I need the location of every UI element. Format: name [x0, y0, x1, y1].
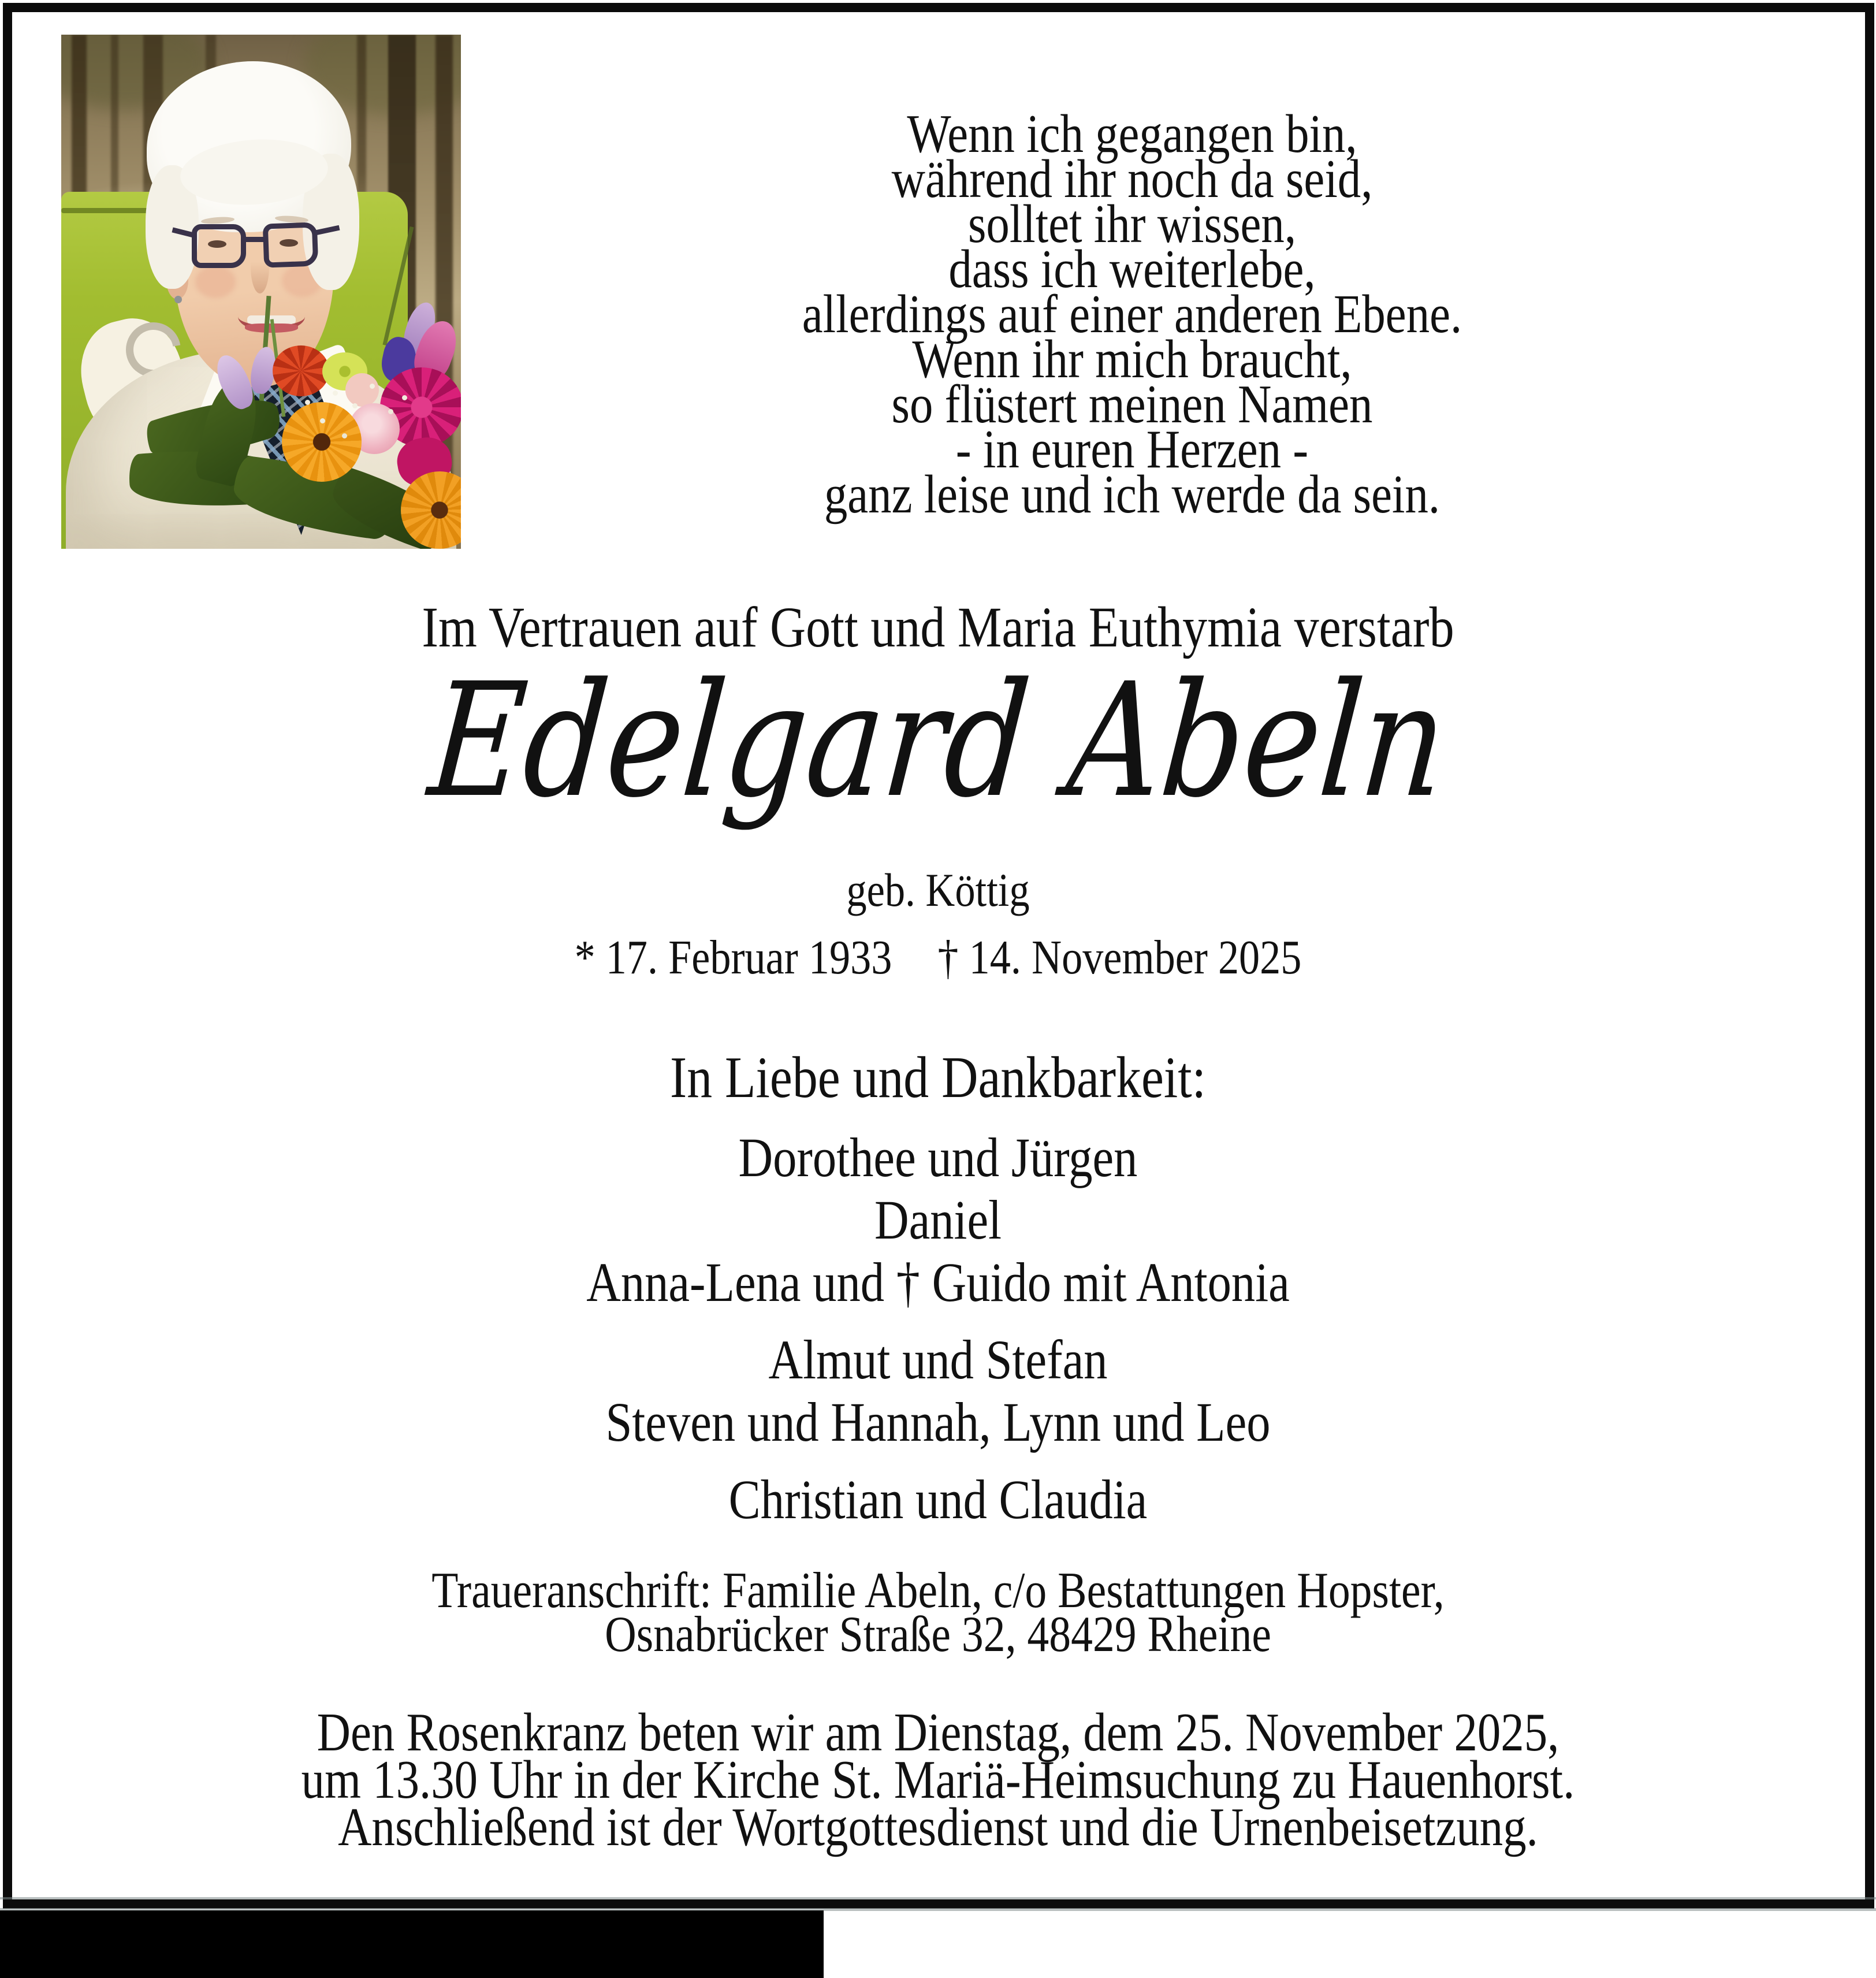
- service-line: Anschließend ist der Wortgottesdienst und die Urnenbeisetzung.: [338, 1797, 1538, 1857]
- mourner-line: Dorothee und Jürgen: [738, 1126, 1138, 1188]
- mourning-address: [12, 1563, 1864, 1663]
- eye: [208, 240, 226, 248]
- service-line: Den Rosenkranz beten wir am Dienstag, dem 25. November 2025,: [317, 1702, 1559, 1763]
- babys-breath-dots: [333, 391, 338, 396]
- birth-date: * 17. Februar 1933: [574, 931, 892, 984]
- poem-line: ganz leise und ich werde da sein.: [824, 464, 1440, 525]
- mourner-line: Christian und Claudia: [728, 1468, 1148, 1530]
- deceased-name: Edelgard Abeln: [423, 650, 1453, 832]
- nose: [251, 240, 269, 293]
- poem-line: - in euren Herzen -: [955, 419, 1309, 479]
- poem-line: so flüstert meinen Namen: [891, 374, 1373, 434]
- eye: [280, 239, 298, 247]
- poem-line: Wenn ich gegangen bin,: [907, 104, 1357, 164]
- announcement-intro: Im Vertrauen auf Gott und Maria Euthymia verstarb: [422, 595, 1454, 659]
- life-dates: [142, 931, 1734, 984]
- portrait-photo: [61, 35, 461, 549]
- poem-line: dass ich weiterlebe,: [948, 239, 1316, 299]
- mourners-list: [12, 1126, 1864, 1531]
- cheek: [195, 266, 236, 298]
- peach-rose: [345, 373, 379, 407]
- redaction-block: [0, 1910, 824, 1978]
- poem-line: Wenn ihr mich braucht,: [912, 329, 1352, 389]
- poem-line: während ihr noch da seid,: [891, 149, 1373, 209]
- address-line: Osnabrücker Straße 32, 48429 Rheine: [605, 1607, 1271, 1663]
- mourning-header: In Liebe und Dankbarkeit:: [669, 1045, 1207, 1110]
- poem-line: allerdings auf einer anderen Ebene.: [802, 284, 1462, 344]
- red-carnation: [273, 345, 329, 396]
- orange-gerbera: [282, 402, 362, 482]
- service-line: um 13.30 Uhr in der Kirche St. Mariä-Heimsuchung zu Hauenhorst.: [301, 1750, 1575, 1810]
- death-date: † 14. November 2025: [937, 931, 1302, 984]
- earring: [174, 296, 182, 303]
- address-line: Traueranschrift: Familie Abeln, c/o Bestattungen Hopster,: [431, 1563, 1445, 1619]
- maiden-name: geb. Köttig: [846, 864, 1030, 916]
- mourner-line: Steven und Hannah, Lynn und Leo: [605, 1391, 1271, 1453]
- service-information: [12, 1702, 1864, 1857]
- mourner-line: Anna-Lena und † Guido mit Antonia: [586, 1251, 1290, 1313]
- poem-line: solltet ihr wissen,: [967, 194, 1297, 254]
- mourner-line: Daniel: [874, 1189, 1002, 1251]
- frame-shadow-top: [0, 1897, 1876, 1899]
- mourner-line: Almut und Stefan: [768, 1329, 1108, 1390]
- memorial-poem: [760, 104, 1505, 525]
